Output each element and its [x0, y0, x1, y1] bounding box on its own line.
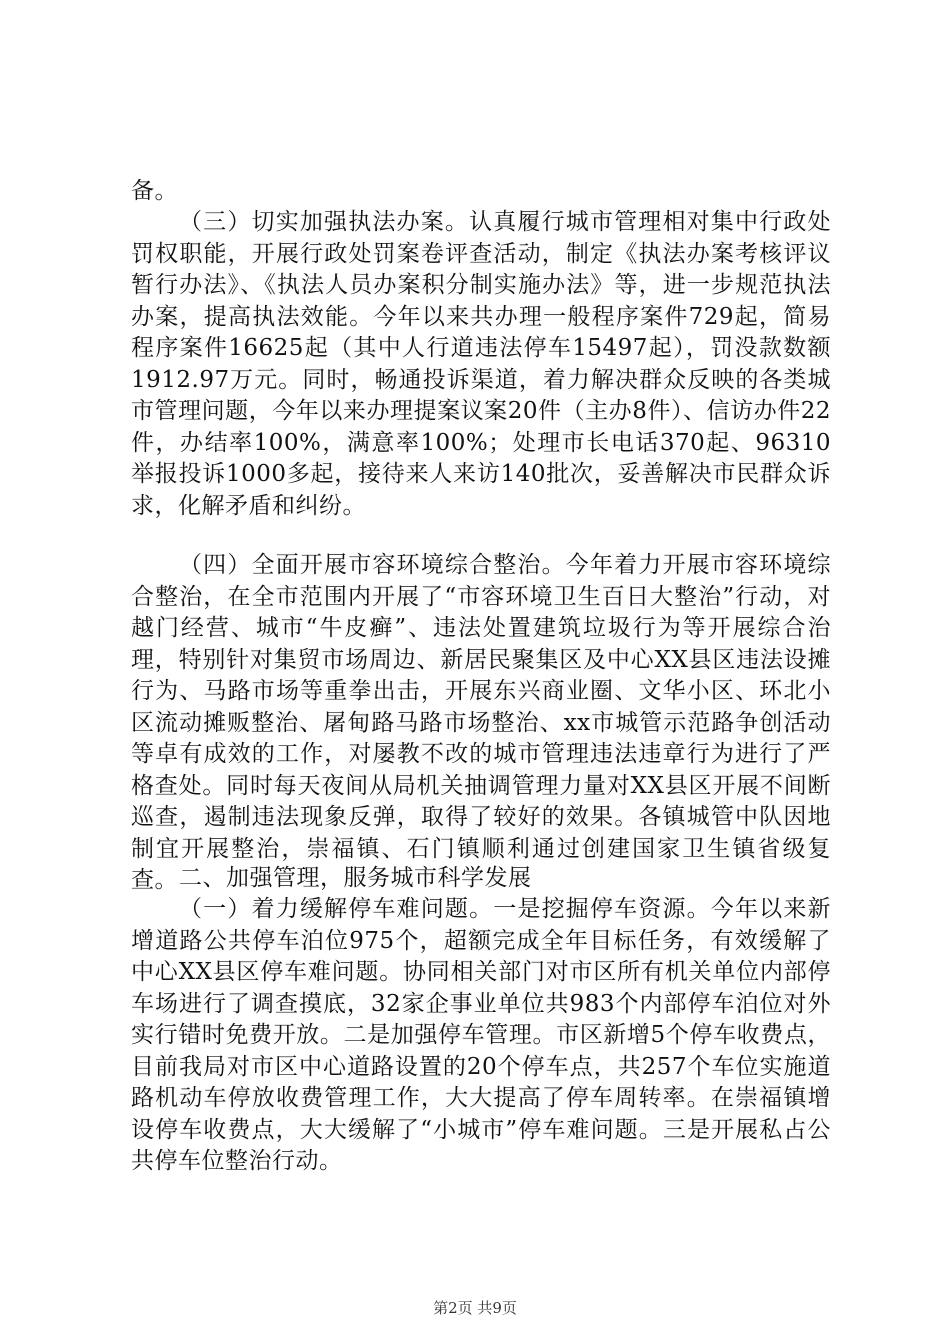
paragraph-text: （三）切实加强执法办案。认真履行城市管理相对集中行政处罚权职能，开展行政处罚案卷评查活动，制定《执法办案考核评议暂行办法》、《执法人员办案积分制实施办法》等，进一步规范执法办案，提高执法效能。今年以来共办理一般程序案件729起，简易程序案件16625起（其中人行道违法停车15497起），罚没款数额1912.97万元。同时，畅通投诉渠道，着力解决群众反映的各类城市管理问题，今年以来办理提案议案20件（主办8件）、信访办件22件，办结率100%，满意率100%；处理市长电话370起、96310举报投诉1000多起，接待来人来访140批次，妥善解决市民群众诉求，化解矛盾和纠纷。 [131, 209, 831, 519]
paragraph-text: （一）着力缓解停车难问题。一是挖掘停车资源。今年以来新增道路公共停车泊位975个，超额完成全年目标任务，有效缓解了中心XX县区停车难问题。协同相关部门对市区所有机关单位内部停车场进行了调查摸底，32家企事业单位共983个内部停车泊位对外实行错时免费开放。二是加强停车管理。市区新增5个停车收费点，目前我局对市区中心道路设置的20个停车点，共257个车位实施道路机动车停放收费管理工作，大大提高了停车周转率。在崇福镇增设停车收费点，大大缓解了“小城市”停车难问题。三是开展私占公共停车位整治行动。 [131, 896, 831, 1174]
paragraph-section-4 [131, 550, 831, 897]
paragraph-text: 备。 [131, 178, 178, 204]
paragraph-continuation [131, 176, 831, 208]
paragraph-text: （四）全面开展市容环境综合整治。今年着力开展市容环境综合整治，在全市范围内开展了“市容环境卫生百日大整治”行动，对越门经营、城市“牛皮癣”、违法处置建筑垃圾行为等开展综合治理，特别针对集贸市场周边、新居民聚集区及中心XX县区违法设摊行为、马路市场等重拳出击，开展东兴商业圈、文华小区、环北小区流动摊贩整治、屠甸路马路市场整治、xx市城管示范路争创活动等卓有成效的工作，对屡教不改的城市管理违法违章行为进行了严格查处。同时每天夜间从局机关抽调管理力量对XX县区开展不间断巡查，遏制违法现象反弹，取得了较好的效果。各镇城管中队因地制宜开展整治，崇福镇、石门镇顺利通过创建国家卫生镇省级复查。 [131, 552, 831, 893]
page-footer [0, 1297, 950, 1318]
heading-text: 二、加强管理，服务城市科学发展 [179, 865, 532, 891]
section-heading-2 [131, 863, 831, 895]
page-number: 第2页 共9页 [433, 1299, 517, 1317]
paragraph-section-2-1 [131, 894, 831, 1178]
paragraph-section-3 [131, 207, 831, 522]
